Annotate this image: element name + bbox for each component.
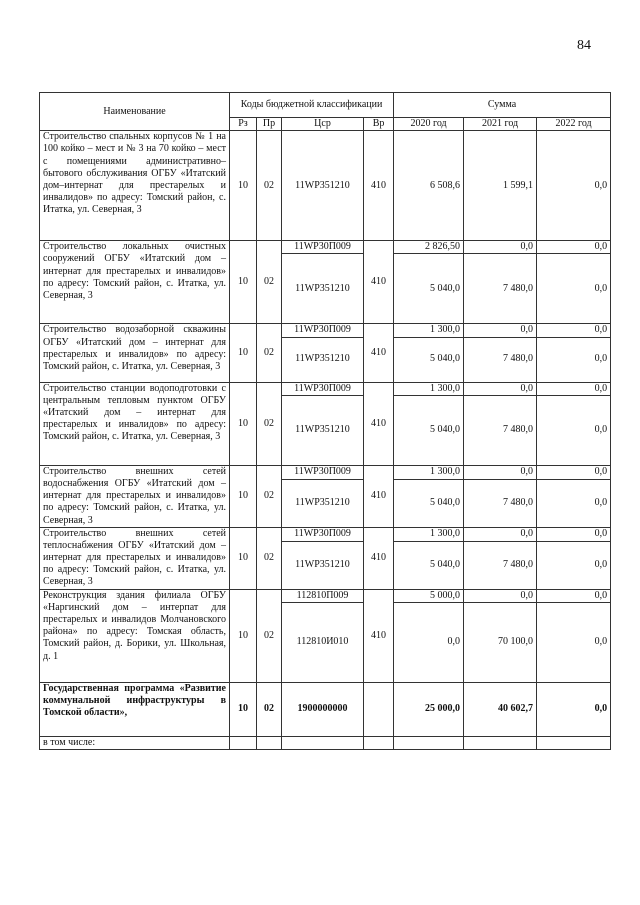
row-2020: 1 300,0	[394, 382, 464, 395]
page-number: 84	[577, 38, 591, 53]
row-rz: 10	[230, 382, 257, 465]
row-vr: 410	[364, 241, 394, 324]
row-2021: 0,0	[464, 527, 537, 541]
row-name: Строительство станции водоподготовки с центральным тепловым пунктом ОГБУ «Итатский дом – интернат для престарелых и инвалидов» по адресу: Томский район, с. Итатка, ул. Северная, 3	[40, 382, 230, 465]
row-rz: 10	[230, 527, 257, 589]
row-2022: 0,0	[537, 337, 611, 382]
row-rz: 10	[230, 131, 257, 241]
row-tsr: 11WP30П009	[282, 382, 364, 395]
row-2021: 7 480,0	[464, 337, 537, 382]
header-2021: 2021 год	[464, 118, 537, 131]
row-vr: 410	[364, 382, 394, 465]
row-2021: 7 480,0	[464, 479, 537, 527]
row-2022: 0,0	[537, 254, 611, 324]
row-vr: 410	[364, 465, 394, 527]
row-pr: 02	[257, 241, 282, 324]
row-2020: 1 300,0	[394, 465, 464, 479]
row-name: Строительство внешних сетей теплоснабжения ОГБУ «Итатский дом – интернат для престарелых и инвалидов» по адресу: Томский район, с. Итатка, ул. Северная, 3	[40, 527, 230, 589]
row-tsr: 11WP351210	[282, 395, 364, 465]
row-pr: 02	[257, 527, 282, 589]
row-tsr: 11WP30П009	[282, 527, 364, 541]
row-2022: 0,0	[537, 382, 611, 395]
row-rz: 10	[230, 465, 257, 527]
header-name: Наименование	[40, 93, 230, 131]
row-vr: 410	[364, 589, 394, 682]
empty-cell	[394, 736, 464, 749]
program-2021: 40 602,7	[464, 682, 537, 736]
header-2020: 2020 год	[394, 118, 464, 131]
row-2021: 0,0	[464, 589, 537, 602]
row-name: Строительство водозаборной скважины ОГБУ «Итатский дом – интернат для престарелых и инвалидов» по адресу: Томский район, с. Итатка, ул. Северная, 3	[40, 324, 230, 382]
row-name: Строительство внешних сетей водоснабжения ОГБУ «Итатский дом – интернат для престарелых и инвалидов» по адресу: Томский район, с. Итатка, ул. Северная, 3	[40, 465, 230, 527]
row-2022: 0,0	[537, 241, 611, 254]
row-tsr: 11WP351210	[282, 254, 364, 324]
row-pr: 02	[257, 382, 282, 465]
row-tsr: 11WP30П009	[282, 241, 364, 254]
row-2021: 7 480,0	[464, 395, 537, 465]
row-pr: 02	[257, 465, 282, 527]
empty-cell	[282, 736, 364, 749]
header-2022: 2022 год	[537, 118, 611, 131]
tail-label: в том числе:	[40, 736, 230, 749]
row-2020: 5 040,0	[394, 479, 464, 527]
row-pr: 02	[257, 589, 282, 682]
program-tsr: 1900000000	[282, 682, 364, 736]
empty-cell	[257, 736, 282, 749]
program-name: Государственная программа «Развитие коммунальной инфраструктуры в Томской области»,	[40, 682, 230, 736]
row-2022: 0,0	[537, 324, 611, 337]
row-pr: 02	[257, 324, 282, 382]
row-2021: 0,0	[464, 324, 537, 337]
row-2021: 1 599,1	[464, 131, 537, 241]
row-2022: 0,0	[537, 589, 611, 602]
row-2021: 0,0	[464, 241, 537, 254]
header-sum: Сумма	[394, 93, 611, 118]
row-2020: 5 000,0	[394, 589, 464, 602]
row-2022: 0,0	[537, 479, 611, 527]
row-2021: 7 480,0	[464, 541, 537, 589]
row-pr: 02	[257, 131, 282, 241]
row-tsr: 112810И010	[282, 602, 364, 682]
row-2020: 1 300,0	[394, 324, 464, 337]
row-2022: 0,0	[537, 602, 611, 682]
row-2020: 0,0	[394, 602, 464, 682]
row-name: Реконструкция здания филиала ОГБУ «Наргинский дом – интерпат для престарелых и инвалидов Молчановского района» по адресу: Томская область, Томский район, д. Борики, ул. Школьная, д. 1	[40, 589, 230, 682]
row-2022: 0,0	[537, 465, 611, 479]
row-tsr: 11WP351210	[282, 131, 364, 241]
row-2020: 5 040,0	[394, 254, 464, 324]
row-2020: 1 300,0	[394, 527, 464, 541]
program-rz: 10	[230, 682, 257, 736]
table-row	[40, 382, 611, 395]
row-rz: 10	[230, 589, 257, 682]
program-row	[40, 682, 611, 736]
table-row	[40, 131, 611, 241]
empty-cell	[230, 736, 257, 749]
row-2020: 5 040,0	[394, 395, 464, 465]
tail-row	[40, 736, 611, 749]
row-2021: 70 100,0	[464, 602, 537, 682]
row-2020: 5 040,0	[394, 541, 464, 589]
row-rz: 10	[230, 324, 257, 382]
table-row	[40, 324, 611, 337]
row-2021: 0,0	[464, 465, 537, 479]
table-row	[40, 465, 611, 479]
header-pr: Пр	[257, 118, 282, 131]
header-codes: Коды бюджетной классификации	[230, 93, 394, 118]
row-tsr: 11WP351210	[282, 541, 364, 589]
table-row	[40, 589, 611, 602]
program-2020: 25 000,0	[394, 682, 464, 736]
row-name: Строительство локальных очистных сооружений ОГБУ «Итатский дом – интернат для престарелых и инвалидов» по адресу: Томский район, с. Итатка, ул. Северная, 3	[40, 241, 230, 324]
empty-cell	[464, 736, 537, 749]
row-name: Строительство спальных корпусов № 1 на 100 койко – мест и № 3 на 70 койко – мест с помещениями административно–бытового обслуживания ОГБУ «Итатский дом–интернат для престарелых и инвалидов» по адресу: Томский район, с. Итатка, ул. Северная, 3	[40, 131, 230, 241]
program-2022: 0,0	[537, 682, 611, 736]
row-2021: 0,0	[464, 382, 537, 395]
row-rz: 10	[230, 241, 257, 324]
row-2022: 0,0	[537, 131, 611, 241]
row-2022: 0,0	[537, 395, 611, 465]
row-2020: 2 826,50	[394, 241, 464, 254]
row-vr: 410	[364, 527, 394, 589]
table-row	[40, 527, 611, 541]
row-tsr: 11WP351210	[282, 479, 364, 527]
row-tsr: 11WP351210	[282, 337, 364, 382]
table-body	[40, 131, 611, 750]
program-pr: 02	[257, 682, 282, 736]
budget-table	[39, 92, 611, 750]
table-row	[40, 241, 611, 254]
row-tsr: 11WP30П009	[282, 465, 364, 479]
row-2022: 0,0	[537, 541, 611, 589]
row-2022: 0,0	[537, 527, 611, 541]
row-vr: 410	[364, 131, 394, 241]
program-vr	[364, 682, 394, 736]
empty-cell	[537, 736, 611, 749]
header-rz: Рз	[230, 118, 257, 131]
row-2020: 5 040,0	[394, 337, 464, 382]
row-2021: 7 480,0	[464, 254, 537, 324]
row-tsr: 11WP30П009	[282, 324, 364, 337]
header-vr: Вр	[364, 118, 394, 131]
row-vr: 410	[364, 324, 394, 382]
header-tsr: Цср	[282, 118, 364, 131]
empty-cell	[364, 736, 394, 749]
row-tsr: 112810П009	[282, 589, 364, 602]
row-2020: 6 508,6	[394, 131, 464, 241]
